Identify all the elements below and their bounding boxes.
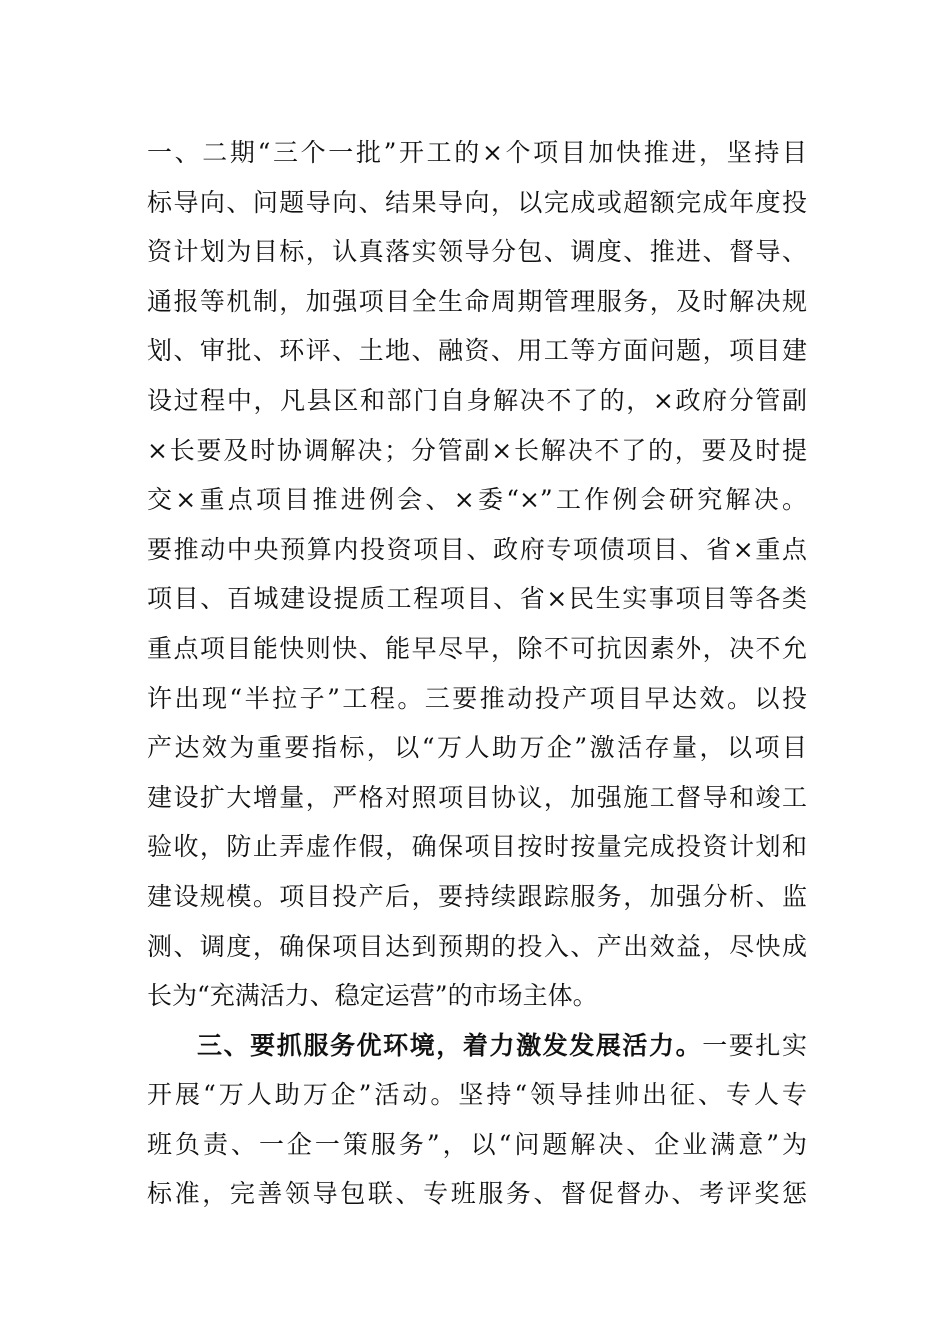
text-line: 班负责、一企一策服务”，以“问题解决、企业满意”为 <box>147 1129 807 1159</box>
text-line: 建设规模。项目投产后，要持续跟踪服务，加强分析、监 <box>147 881 807 911</box>
text-line: 资计划为目标，认真落实领导分包、调度、推进、督导、 <box>147 237 807 267</box>
text-line: 标准，完善领导包联、专班服务、督促督办、考评奖惩 <box>147 1179 807 1209</box>
text-line: ×长要及时协调解决；分管副×长解决不了的，要及时提 <box>147 435 807 465</box>
text-line: 开展“万人助万企”活动。坚持“领导挂帅出征、专人专 <box>147 1080 807 1110</box>
text-line: 许出现“半拉子”工程。三要推动投产项目早达效。以投 <box>147 683 807 713</box>
text-line: 通报等机制，加强项目全生命周期管理服务，及时解决规 <box>147 286 807 316</box>
text-line: 项目、百城建设提质工程项目、省×民生实事项目等各类 <box>147 584 807 614</box>
section-3-first-line-rest: 一要扎实 <box>702 1030 807 1060</box>
text-line: 划、审批、环评、土地、融资、用工等方面问题，项目建 <box>147 336 807 366</box>
text-line: 验收，防止弄虚作假，确保项目按时按量完成投资计划和 <box>147 832 807 862</box>
text-line: 长为“充满活力、稳定运营”的市场主体。 <box>147 981 598 1011</box>
text-line: 要推动中央预算内投资项目、政府专项债项目、省×重点 <box>147 534 807 564</box>
section-3-heading: 三、要抓服务优环境，着力激发发展活力。 <box>197 1030 703 1060</box>
text-line: 产达效为重要指标，以“万人助万企”激活存量，以项目 <box>147 733 807 763</box>
text-line: 设过程中，凡县区和部门自身解决不了的，×政府分管副 <box>147 385 807 415</box>
section-3-first-line <box>147 1021 807 1071</box>
text-line: 测、调度，确保项目达到预期的投入、产出效益，尽快成 <box>147 931 807 961</box>
text-line: 一、二期“三个一批”开工的×个项目加快推进，坚持目 <box>147 138 807 167</box>
body-text <box>147 128 807 1219</box>
text-line: 标导向、问题导向、结果导向，以完成或超额完成年度投 <box>147 187 807 217</box>
text-line: 交×重点项目推进例会、×委“×”工作例会研究解决。 <box>147 485 807 515</box>
text-line: 重点项目能快则快、能早尽早，除不可抗因素外，决不允 <box>147 633 807 663</box>
text-line: 建设扩大增量，严格对照项目协议，加强施工督导和竣工 <box>147 782 807 812</box>
